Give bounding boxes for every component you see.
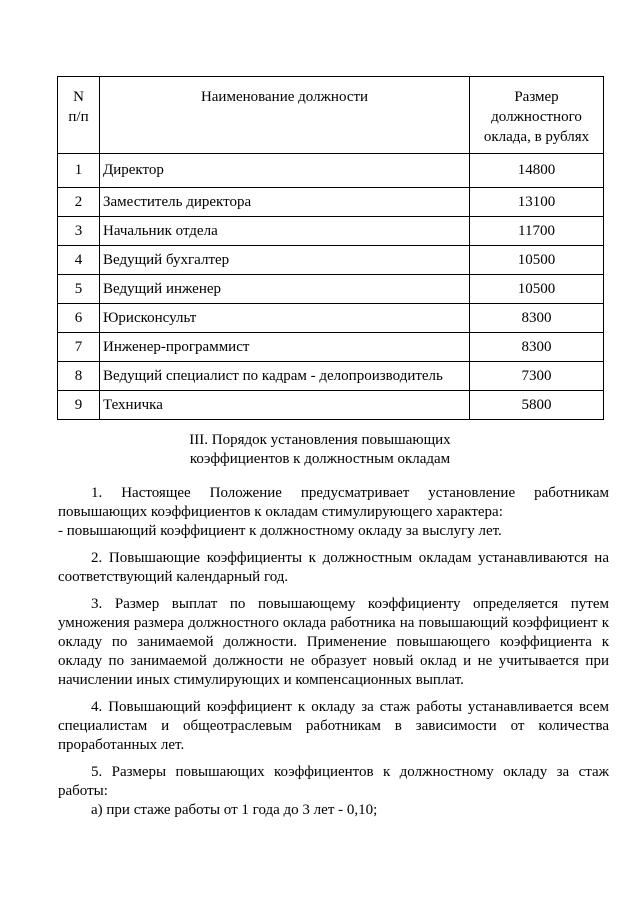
row-salary: 10500 — [470, 246, 604, 275]
row-position-name: Заместитель директора — [100, 188, 470, 217]
row-position-name: Юрисконсульт — [100, 304, 470, 333]
row-number: 3 — [58, 217, 100, 246]
salary-table — [57, 76, 604, 420]
row-salary: 8300 — [470, 333, 604, 362]
table-row — [58, 333, 604, 362]
row-position-name: Ведущий инженер — [100, 275, 470, 304]
paragraph-5: 5. Размеры повышающих коэффициентов к должностному окладу за стаж работы: — [58, 764, 609, 799]
table-row — [58, 304, 604, 333]
row-number: 6 — [58, 304, 100, 333]
row-salary: 5800 — [470, 391, 604, 420]
header-salary: Размер должностного оклада, в рублях — [470, 77, 604, 154]
paragraph-1: 1. Настоящее Положение предусматривает установление работникам повышающих коэффициентов к окладам стимулирующего характера: — [58, 485, 609, 520]
row-number: 7 — [58, 333, 100, 362]
row-position-name: Ведущий бухгалтер — [100, 246, 470, 275]
row-number: 8 — [58, 362, 100, 391]
paragraph-1-item: - повышающий коэффициент к должностному окладу за выслугу лет. — [58, 523, 502, 539]
header-position-name: Наименование должности — [100, 77, 470, 154]
table-row — [58, 246, 604, 275]
paragraph-3: 3. Размер выплат по повышающему коэффициенту определяется путем умножения размера должностного оклада работника на повышающий коэффициент к окладу по занимаемой должности. Применение повышающего коэффициента к окладу по занимаемой должности не образует новый оклад и не учитывается при начислении иных стимулирующих и компенсационных выплат. — [58, 596, 609, 688]
row-position-name: Директор — [100, 154, 470, 188]
row-salary: 8300 — [470, 304, 604, 333]
section-heading-line-2: коэффициентов к должностным окладам — [189, 451, 451, 467]
table-row — [58, 217, 604, 246]
table-row — [58, 362, 604, 391]
table-row — [58, 154, 604, 188]
header-number: N п/п — [58, 77, 100, 154]
table-header-row — [58, 77, 604, 154]
row-salary: 14800 — [470, 154, 604, 188]
row-number: 9 — [58, 391, 100, 420]
row-position-name: Начальник отдела — [100, 217, 470, 246]
row-number: 1 — [58, 154, 100, 188]
table-row — [58, 275, 604, 304]
paragraph-2: 2. Повышающие коэффициенты к должностным окладам устанавливаются на соответствующий календарный год. — [58, 550, 609, 585]
body-text — [58, 484, 609, 820]
row-number: 2 — [58, 188, 100, 217]
row-salary: 7300 — [470, 362, 604, 391]
row-salary: 10500 — [470, 275, 604, 304]
row-position-name: Инженер-программист — [100, 333, 470, 362]
row-number: 4 — [58, 246, 100, 275]
row-position-name: Ведущий специалист по кадрам - делопроизводитель — [100, 362, 470, 391]
section-heading — [0, 431, 640, 469]
paragraph-4: 4. Повышающий коэффициент к окладу за стаж работы устанавливается всем специалистам и общеотраслевым работникам в зависимости от количества проработанных лет. — [58, 699, 609, 753]
section-heading-line-1: III. Порядок установления повышающих — [189, 432, 451, 448]
row-salary: 11700 — [470, 217, 604, 246]
row-number: 5 — [58, 275, 100, 304]
table-row — [58, 391, 604, 420]
row-position-name: Техничка — [100, 391, 470, 420]
paragraph-5-item-a: а) при стаже работы от 1 года до 3 лет - 0,10; — [91, 802, 378, 818]
table-row — [58, 188, 604, 217]
row-salary: 13100 — [470, 188, 604, 217]
